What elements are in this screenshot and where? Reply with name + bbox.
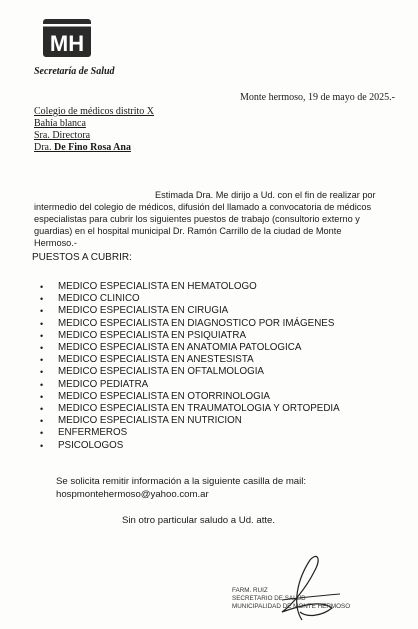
bullet-icon: • bbox=[40, 428, 44, 439]
post-item bbox=[40, 281, 340, 293]
posts-title: PUESTOS A CUBRIR: bbox=[32, 252, 132, 263]
municipal-logo bbox=[42, 18, 92, 58]
recipient-line-name: Dra. De Fino Rosa Ana bbox=[34, 142, 131, 153]
bullet-icon: • bbox=[40, 330, 44, 341]
post-label: MEDICO ESPECIALISTA EN CIRUGIA bbox=[58, 305, 229, 317]
post-item bbox=[40, 427, 340, 439]
recipient-line-title: Sra. Directora bbox=[34, 130, 91, 141]
date-line: Monte hermoso, 19 de mayo de 2025.- bbox=[240, 92, 395, 103]
post-label: MEDICO CLINICO bbox=[58, 293, 140, 305]
post-item bbox=[40, 330, 340, 342]
stamp-line-role: SECRETARIO DE SALUD bbox=[232, 595, 306, 602]
recipient-line-institution: Colegio de médicos distrito X bbox=[34, 106, 154, 117]
post-item bbox=[40, 366, 340, 378]
post-label: MEDICO ESPECIALISTA EN OTORRINOLOGIA bbox=[58, 390, 270, 402]
post-item bbox=[40, 415, 340, 427]
recipient-line-city: Bahía blanca bbox=[34, 118, 86, 129]
post-item bbox=[40, 318, 340, 330]
closing-line: Sin otro particular saludo a Ud. atte. bbox=[122, 515, 276, 526]
bullet-icon: • bbox=[40, 343, 44, 354]
stamp-line-institution: MUNICIPALIDAD DE MONTE HERMOSO bbox=[232, 603, 351, 610]
post-label: MEDICO ESPECIALISTA EN PSIQUIATRA bbox=[58, 329, 246, 341]
remit-block bbox=[56, 476, 306, 501]
body-rest: intermedio del colegio de médicos, difusión del llamado a convocatoria de médicos especialistas para cubrir los siguientes puestos de trabajo (consultorio externo y guardias) en el hospital municipal Dr. Ramón Carrillo de la ciudad de Monte Hermoso.- bbox=[34, 202, 372, 248]
remit-email: hospmontehermoso@yahoo.com.ar bbox=[56, 488, 209, 500]
post-item bbox=[40, 391, 340, 403]
letter-body bbox=[34, 189, 384, 249]
bullet-icon: • bbox=[40, 416, 44, 427]
post-label: MEDICO ESPECIALISTA EN NUTRICION bbox=[58, 415, 242, 427]
bullet-icon: • bbox=[40, 379, 44, 390]
bullet-icon: • bbox=[40, 440, 44, 451]
bullet-icon: • bbox=[40, 404, 44, 415]
bullet-icon: • bbox=[40, 282, 44, 292]
recipient-block bbox=[34, 106, 154, 154]
bullet-icon: • bbox=[40, 318, 44, 329]
posts-list bbox=[40, 281, 340, 452]
bullet-icon: • bbox=[40, 391, 44, 402]
post-item bbox=[40, 379, 340, 391]
post-label: PSICOLOGOS bbox=[58, 439, 124, 451]
bullet-icon: • bbox=[40, 355, 44, 366]
post-item bbox=[40, 305, 340, 317]
stamp-line-name: FARM. RUIZ bbox=[232, 587, 268, 594]
bullet-icon: • bbox=[40, 367, 44, 378]
post-label: MEDICO ESPECIALISTA EN ANATOMIA PATOLOGICA bbox=[58, 342, 302, 354]
body-first-line: Estimada Dra. Me dirijo a Ud. con el fin de realizar por bbox=[155, 190, 376, 200]
post-label: MEDICO ESPECIALISTA EN TRAUMATOLOGIA Y ORTOPEDIA bbox=[58, 403, 340, 415]
post-item bbox=[40, 403, 340, 415]
post-item bbox=[40, 440, 340, 452]
bullet-icon: • bbox=[40, 294, 44, 305]
remit-text: Se solicita remitir información a la siguiente casilla de mail: bbox=[56, 476, 307, 487]
post-label: ENFERMEROS bbox=[58, 427, 128, 439]
post-item bbox=[40, 354, 340, 366]
bullet-icon: • bbox=[40, 306, 44, 317]
post-item bbox=[40, 342, 340, 354]
post-label: MEDICO ESPECIALISTA EN DIAGNOSTICO POR IMÁGENES bbox=[58, 317, 335, 329]
post-label: MEDICO ESPECIALISTA EN OFTALMOLOGIA bbox=[58, 366, 264, 378]
post-label: MEDICO PEDIATRA bbox=[58, 378, 149, 390]
post-item bbox=[40, 293, 340, 305]
post-label: MEDICO ESPECIALISTA EN ANESTESISTA bbox=[58, 354, 254, 366]
post-label: MEDICO ESPECIALISTA EN HEMATOLOGO bbox=[58, 281, 257, 292]
logo-text: MH bbox=[49, 31, 85, 56]
department-name: Secretaría de Salud bbox=[34, 66, 115, 77]
official-stamp bbox=[232, 587, 350, 611]
recipient-name: De Fino Rosa Ana bbox=[54, 142, 131, 153]
